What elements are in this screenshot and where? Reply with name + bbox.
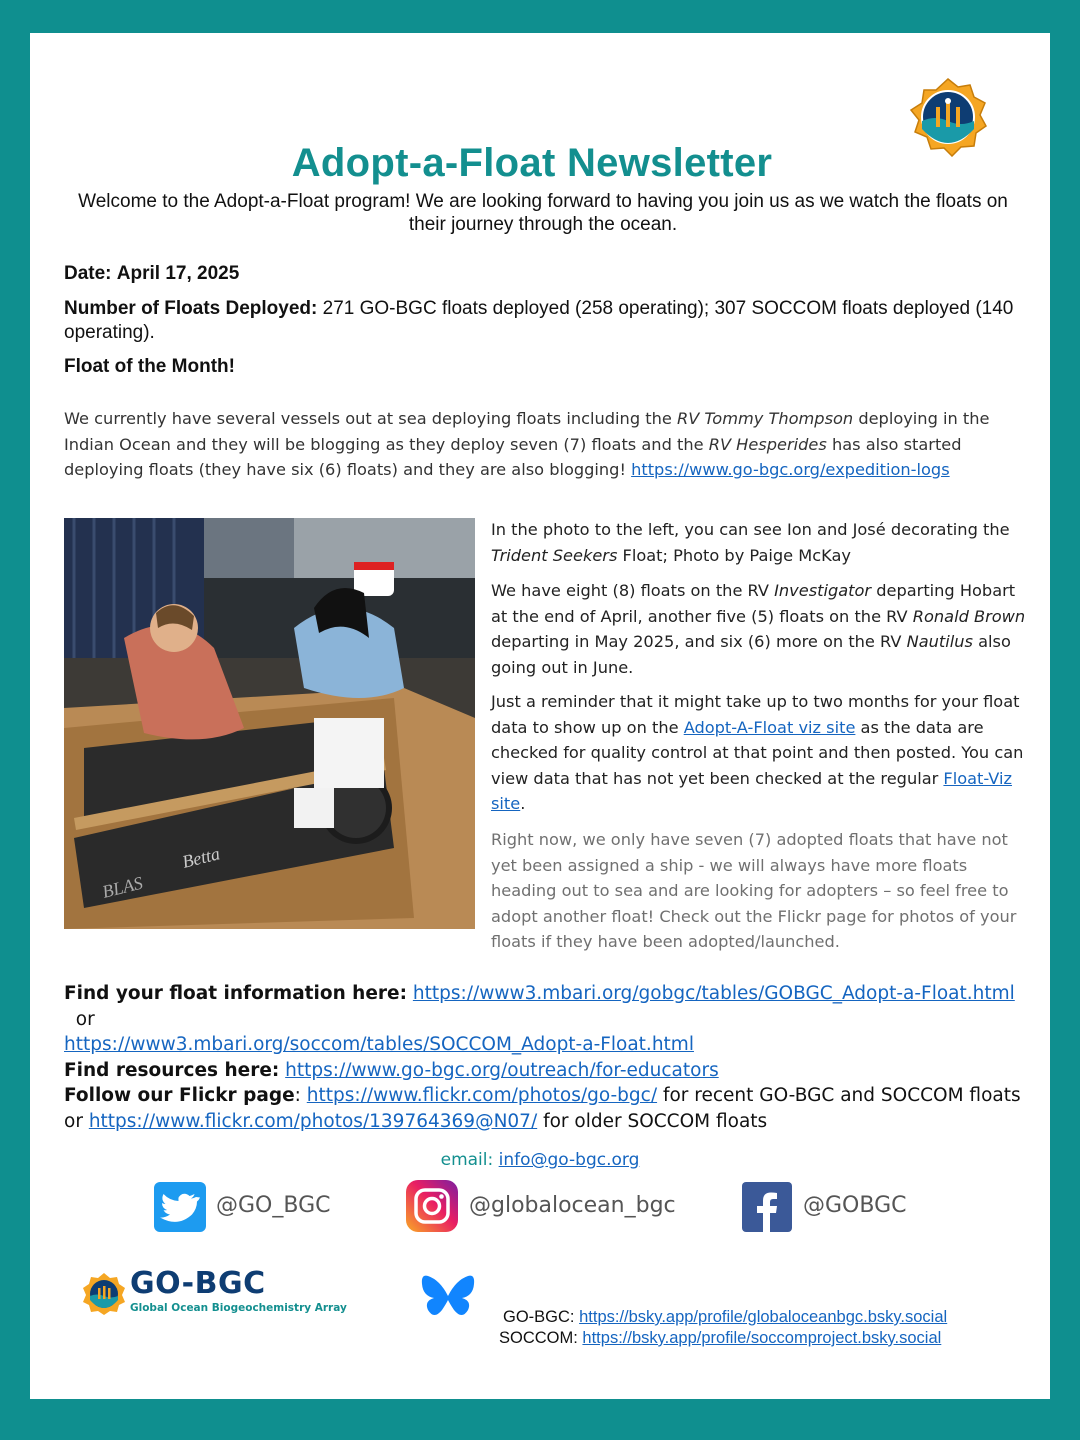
educators-link[interactable]: https://www.go-bgc.org/outreach/for-educators bbox=[285, 1059, 719, 1081]
caption-text-2: Float; Photo by Paige McKay bbox=[617, 545, 851, 565]
date-value: April 17, 2025 bbox=[116, 263, 240, 284]
flickr-colon: : bbox=[294, 1085, 307, 1107]
bluesky-gobgc-link[interactable]: https://bsky.app/profile/globaloceanbgc.bsky.social bbox=[579, 1308, 948, 1326]
bluesky-gobgc-line bbox=[503, 1307, 947, 1327]
adopted-paragraph: Right now, we only have seven (7) adopted floats that have not yet been assigned a ship - we will always have more floats heading out to sea and are looking for adopters – so feel free to adopt another float! Check out the Flickr page for photos of your floats if they have been adopted/launched. bbox=[491, 830, 1017, 951]
intro-text-3: has also started deploying floats (they have six (6) floats) and they are also blogging! bbox=[64, 434, 962, 479]
floats-deployed-line bbox=[64, 297, 1014, 345]
caption-float-name: Trident Seekers bbox=[491, 545, 618, 565]
newsletter-title: Adopt-a-Float Newsletter bbox=[291, 141, 773, 185]
reminder-text-1: Just a reminder that it might take up to two months for your float data to show up on the bbox=[491, 692, 1020, 737]
reminder-paragraph bbox=[491, 689, 1026, 817]
resources-label: Find resources here: bbox=[64, 1059, 280, 1081]
float-of-month-heading: Float of the Month! bbox=[64, 356, 235, 377]
reminder-text-3: . bbox=[520, 794, 526, 813]
go-bgc-logo-name: GO-BGC bbox=[130, 1266, 266, 1301]
ship-investigator: Investigator bbox=[774, 581, 872, 600]
twitter-handle[interactable]: @GO_BGC bbox=[216, 1193, 331, 1218]
go-bgc-logo-icon bbox=[82, 1272, 126, 1316]
welcome-text: Welcome to the Adopt-a-Float program! We are looking forward to having you join us as we watch the floats on their journey through the ocean. bbox=[78, 191, 1008, 235]
date-label: Date: bbox=[64, 263, 112, 284]
bluesky-soccom-line bbox=[499, 1328, 941, 1348]
ships-text-4: also going out in June. bbox=[491, 632, 1011, 677]
facebook-icon[interactable] bbox=[742, 1182, 792, 1232]
flickr-text-2: for older SOCCOM floats bbox=[537, 1110, 768, 1132]
facebook-handle[interactable]: @GOBGC bbox=[803, 1193, 907, 1218]
gobgc-adopt-table-link[interactable]: https://www3.mbari.org/gobgc/tables/GOBGC_Adopt-a-Float.html bbox=[412, 983, 1015, 1004]
ships-paragraph bbox=[491, 578, 1026, 680]
find-float-label: Find your float information here: bbox=[64, 983, 407, 1004]
instagram-icon[interactable] bbox=[406, 1180, 458, 1232]
instagram-handle[interactable]: @globalocean_bgc bbox=[469, 1193, 676, 1218]
flickr-soccom-link[interactable]: https://www.flickr.com/photos/139764369@N07/ bbox=[88, 1110, 538, 1132]
floats-deployed-value: 271 GO-BGC floats deployed (258 operating); 307 SOCCOM floats deployed (140 operating). bbox=[64, 298, 1014, 343]
reminder-text-2: as the data are checked for quality control at that point and then posted. You can view data that has not yet been checked at the regular bbox=[491, 717, 1024, 788]
or-text: or bbox=[64, 1008, 101, 1030]
email-line bbox=[0, 1150, 1080, 1170]
float-decorating-photo bbox=[64, 518, 475, 929]
float-label-betta: Betta bbox=[180, 843, 222, 872]
go-bgc-logo-subtitle: Global Ocean Biogeochemistry Array bbox=[130, 1302, 347, 1314]
bluesky-icon[interactable] bbox=[420, 1274, 476, 1324]
bluesky-soccom-label: SOCCOM: bbox=[499, 1329, 583, 1347]
expedition-logs-link[interactable]: https://www.go-bgc.org/expedition-logs bbox=[631, 460, 950, 479]
date-line bbox=[64, 263, 239, 285]
ships-text-3: departing in May 2025, and six (6) more on the RV bbox=[491, 632, 907, 651]
caption-text-1: In the photo to the left, you can see Ion and José decorating the bbox=[491, 520, 1010, 539]
ships-text-1: We have eight (8) floats on the RV bbox=[491, 581, 775, 600]
intro-text-2: deploying in the Indian Ocean and they will be blogging as they deploy seven (7) floats and the bbox=[64, 409, 990, 454]
soccom-adopt-table-link[interactable]: https://www3.mbari.org/soccom/tables/SOCCOM_Adopt-a-Float.html bbox=[64, 1034, 694, 1056]
float-viz-link[interactable]: Float-Viz site bbox=[491, 768, 1013, 813]
ship-nautilus: Nautilus bbox=[906, 632, 973, 651]
floats-deployed-label: Number of Floats Deployed: bbox=[64, 298, 318, 319]
intro-paragraph bbox=[64, 406, 1014, 483]
photo-caption bbox=[491, 517, 1026, 568]
float-label-blas: BLAS bbox=[100, 872, 145, 902]
bluesky-gobgc-label: GO-BGC: bbox=[503, 1308, 580, 1326]
ship-tommy-thompson: RV Tommy Thompson bbox=[676, 409, 854, 428]
twitter-icon[interactable] bbox=[154, 1182, 206, 1232]
flickr-text-1: for recent GO-BGC and SOCCOM floats or bbox=[64, 1085, 1021, 1132]
email-link[interactable]: info@go-bgc.org bbox=[498, 1150, 640, 1170]
bluesky-soccom-link[interactable]: https://bsky.app/profile/soccomproject.bsky.social bbox=[582, 1329, 942, 1347]
flickr-gobgc-link[interactable]: https://www.flickr.com/photos/go-bgc/ bbox=[306, 1085, 658, 1107]
ship-ronald-brown: Ronald Brown bbox=[912, 606, 1026, 626]
adopt-a-float-viz-link[interactable]: Adopt-A-Float viz site bbox=[683, 717, 856, 737]
email-label: email: bbox=[440, 1150, 499, 1170]
ships-text-2: departing Hobart at the end of April, another five (5) floats on the RV bbox=[491, 581, 1016, 626]
ship-hesperides: RV Hesperides bbox=[708, 434, 827, 454]
intro-text-1: We currently have several vessels out at sea deploying floats including the bbox=[64, 409, 677, 428]
resources-block bbox=[64, 981, 1044, 1135]
flickr-label: Follow our Flickr page bbox=[64, 1085, 295, 1107]
